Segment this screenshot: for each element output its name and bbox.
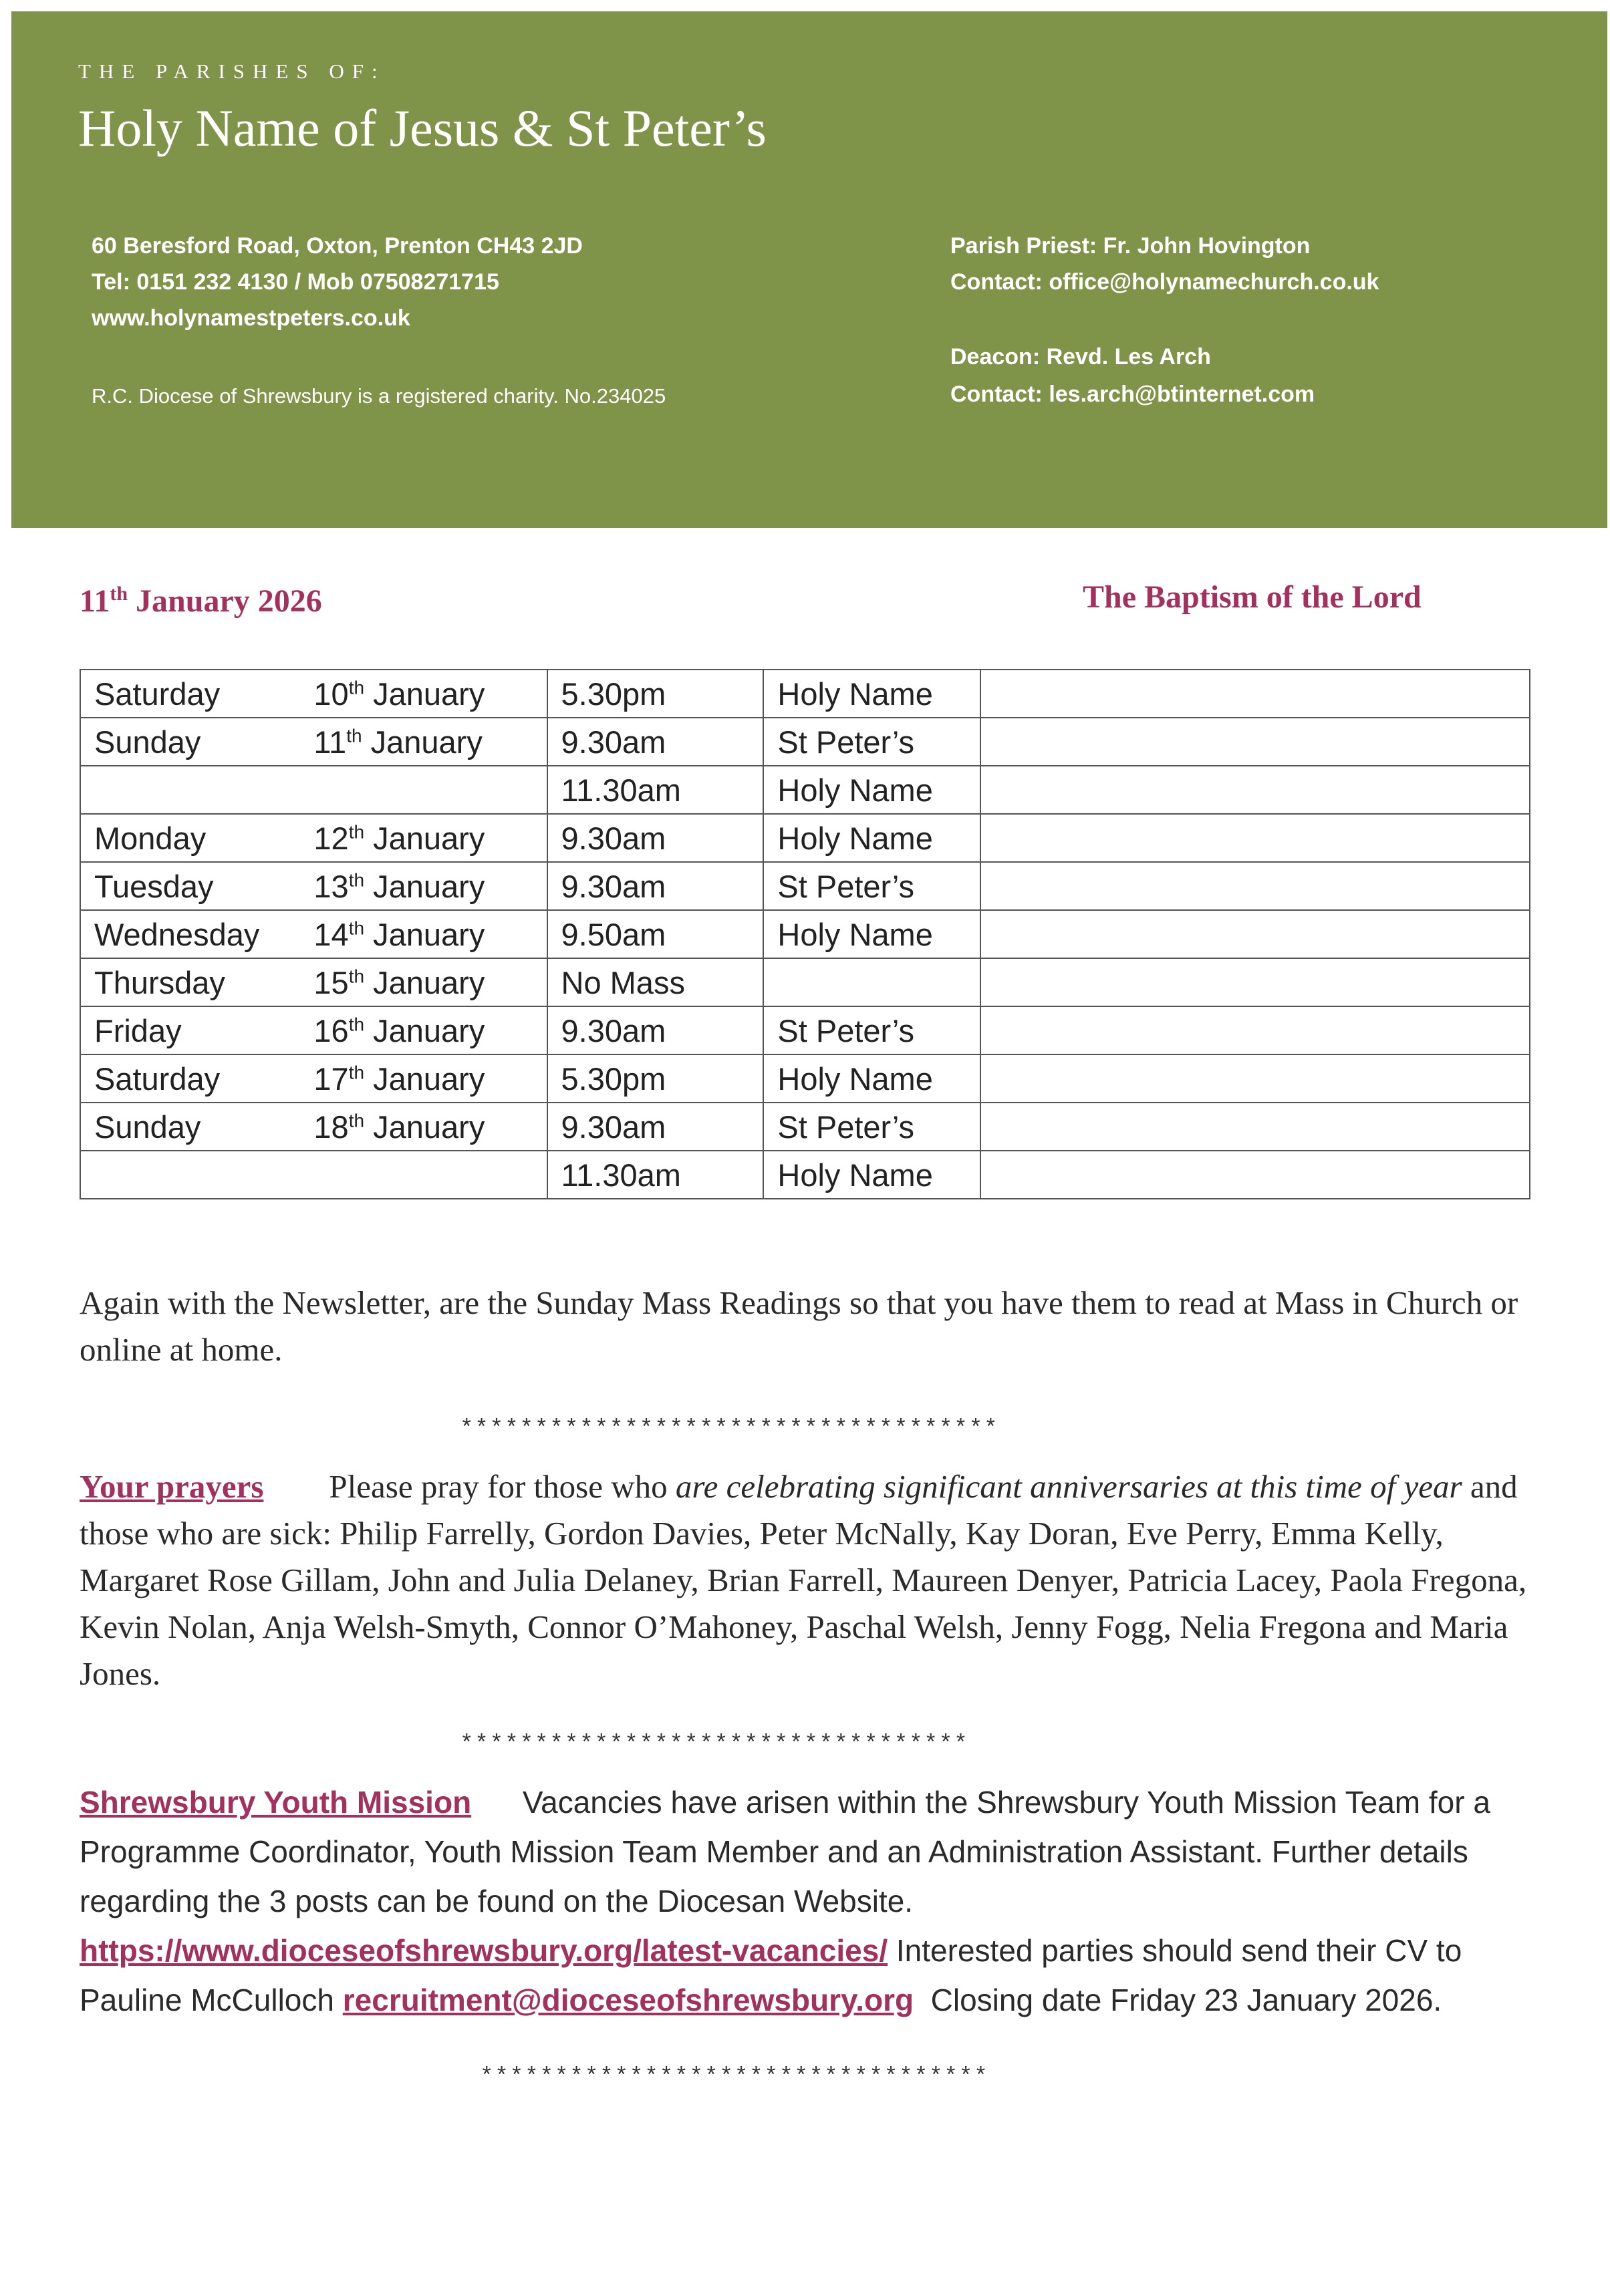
schedule-date (300, 862, 547, 910)
schedule-church: Holy Name (763, 814, 980, 862)
parish-address: 60 Beresford Road, Oxton, Prenton CH43 2JD (92, 233, 583, 259)
schedule-church: St Peter’s (763, 1103, 980, 1151)
schedule-date (300, 670, 547, 718)
schedule-church: Holy Name (763, 1151, 980, 1199)
schedule-notes (980, 958, 1530, 1006)
date-number: 17 (313, 1060, 349, 1097)
date-suffix: th (348, 869, 365, 890)
schedule-day: Saturday (80, 1054, 300, 1103)
date-month: January (370, 724, 483, 760)
schedule-notes (980, 1151, 1530, 1199)
date-month: January (373, 868, 485, 904)
header-kicker: THE PARISHES OF: (78, 59, 386, 83)
schedule-time: 9.30am (547, 718, 764, 766)
youth-mission-text: Vacancies have arisen within the Shrewsbury Youth Mission Team for a Programme Coordinator, Youth Mission Team Member and an Administration Assistant. Further details regarding the 3 posts can be found on the Diocesan Website. (80, 1785, 1490, 1918)
schedule-day: Tuesday (80, 862, 300, 910)
date-number: 18 (313, 1109, 349, 1145)
separator: ************************************ (460, 1417, 999, 1442)
schedule-day: Saturday (80, 670, 300, 718)
schedule-day (80, 766, 300, 814)
date-number: 15 (313, 964, 349, 1000)
schedule-church: St Peter’s (763, 1006, 980, 1054)
schedule-date (300, 814, 547, 862)
mass-schedule-table (80, 669, 1530, 1199)
prayers-intro: Please pray for those who (329, 1468, 668, 1505)
date-number: 13 (313, 868, 349, 904)
date-month: January (373, 676, 485, 712)
newsletter-date: 11th January 2026 (80, 583, 322, 619)
schedule-notes (980, 814, 1530, 862)
date-number: 14 (313, 916, 349, 952)
schedule-day: Wednesday (80, 910, 300, 958)
date-month: January (373, 1012, 485, 1048)
deacon-name: Deacon: Revd. Les Arch (950, 344, 1211, 370)
schedule-row (80, 1151, 1530, 1199)
youth-mission-title: Shrewsbury Youth Mission (80, 1785, 472, 1820)
date-suffix: th (348, 676, 365, 698)
schedule-row (80, 1054, 1530, 1103)
schedule-notes (980, 718, 1530, 766)
separator: ********************************** (480, 2065, 989, 2090)
schedule-row (80, 766, 1530, 814)
schedule-date (300, 1151, 547, 1199)
date-number: 10 (313, 676, 349, 712)
parish-title: Holy Name of Jesus & St Peter’s (78, 99, 767, 157)
separator: ********************************** (460, 1732, 969, 1757)
schedule-church (763, 958, 980, 1006)
parish-website: www.holynamestpeters.co.uk (92, 305, 410, 331)
parish-header-banner (11, 11, 1607, 528)
schedule-date (300, 1103, 547, 1151)
schedule-time: 9.30am (547, 814, 764, 862)
charity-note: R.C. Diocese of Shrewsbury is a registered charity. No.234025 (92, 384, 666, 408)
schedule-row (80, 958, 1530, 1006)
schedule-day: Sunday (80, 718, 300, 766)
date-suffix: th (346, 724, 362, 746)
schedule-date (300, 1054, 547, 1103)
schedule-row (80, 1103, 1530, 1151)
schedule-notes (980, 1103, 1530, 1151)
date-suffix: th (348, 1013, 365, 1034)
readings-note: Again with the Newsletter, are the Sunday Mass Readings so that you have them to read at Mass in Church or online at home. (80, 1284, 1518, 1368)
date-month: January (373, 964, 485, 1000)
schedule-time: 11.30am (547, 1151, 764, 1199)
youth-mission-section (80, 1777, 1536, 2025)
schedule-day (80, 1151, 300, 1199)
schedule-day: Thursday (80, 958, 300, 1006)
schedule-day: Monday (80, 814, 300, 862)
schedule-day: Friday (80, 1006, 300, 1054)
schedule-row (80, 814, 1530, 862)
schedule-church: Holy Name (763, 1054, 980, 1103)
schedule-row (80, 670, 1530, 718)
schedule-notes (980, 1054, 1530, 1103)
schedule-church: Holy Name (763, 670, 980, 718)
schedule-church: St Peter’s (763, 718, 980, 766)
priest-name: Parish Priest: Fr. John Hovington (950, 233, 1311, 259)
schedule-date (300, 958, 547, 1006)
parish-phone: Tel: 0151 232 4130 / Mob 07508271715 (92, 269, 499, 295)
schedule-church: St Peter’s (763, 862, 980, 910)
schedule-time: 5.30pm (547, 1054, 764, 1103)
schedule-day: Sunday (80, 1103, 300, 1151)
prayers-sick-list: and those who are sick: Philip Farrelly, Gordon Davies, Peter McNally, Kay Doran, Eve Perry, Emma Kelly, Margaret Rose Gillam, John and Julia Delaney, Brian Farrell, Maureen Denyer, Patricia Lacey, Paola Fregona, Kevin Nolan, Anja Welsh-Smyth, Connor O’Mahoney, Paschal Welsh, Jenny Fogg, Nelia Fregona and Maria Jones. (80, 1468, 1527, 1692)
schedule-notes (980, 862, 1530, 910)
date-suffix: th (348, 965, 365, 986)
schedule-time: 5.30pm (547, 670, 764, 718)
date-suffix: th (348, 1109, 365, 1131)
date-month: January (373, 916, 485, 952)
date-number: 12 (313, 820, 349, 856)
date-suffix: th (348, 917, 365, 938)
date-suffix: th (348, 1061, 365, 1083)
prayers-anniversaries: are celebrating significant anniversaries at this time of year (675, 1468, 1462, 1505)
schedule-notes (980, 670, 1530, 718)
priest-contact: Contact: office@holynamechurch.co.uk (950, 269, 1379, 295)
schedule-date (300, 1006, 547, 1054)
date-month: January (373, 820, 485, 856)
schedule-notes (980, 1006, 1530, 1054)
schedule-notes (980, 910, 1530, 958)
schedule-date (300, 766, 547, 814)
prayers-section (80, 1463, 1536, 1697)
schedule-church: Holy Name (763, 766, 980, 814)
prayers-title: Your prayers (80, 1468, 264, 1505)
schedule-time: 9.50am (547, 910, 764, 958)
schedule-time: 9.30am (547, 1006, 764, 1054)
youth-mission-cv: Interested parties should send their CV to Pauline McCulloch (80, 1933, 1462, 2017)
schedule-date (300, 718, 547, 766)
schedule-date (300, 910, 547, 958)
schedule-row (80, 718, 1530, 766)
schedule-row (80, 910, 1530, 958)
vacancies-link[interactable]: https://www.dioceseofshrewsbury.org/latest-vacancies/ (80, 1933, 888, 1968)
deacon-contact: Contact: les.arch@btinternet.com (950, 382, 1315, 407)
closing-date: Closing date Friday 23 January 2026. (930, 1983, 1442, 2017)
schedule-time: 9.30am (547, 862, 764, 910)
recruitment-email-link[interactable]: recruitment@dioceseofshrewsbury.org (342, 1983, 914, 2017)
date-month: January (373, 1060, 485, 1097)
date-number: 11 (313, 724, 347, 760)
schedule-church: Holy Name (763, 910, 980, 958)
schedule-row (80, 862, 1530, 910)
date-month: January (373, 1109, 485, 1145)
schedule-time: 9.30am (547, 1103, 764, 1151)
date-number: 16 (313, 1012, 349, 1048)
date-suffix: th (348, 821, 365, 842)
schedule-row (80, 1006, 1530, 1054)
schedule-notes (980, 766, 1530, 814)
feast-title: The Baptism of the Lord (1083, 579, 1422, 615)
schedule-time: 11.30am (547, 766, 764, 814)
schedule-time: No Mass (547, 958, 764, 1006)
